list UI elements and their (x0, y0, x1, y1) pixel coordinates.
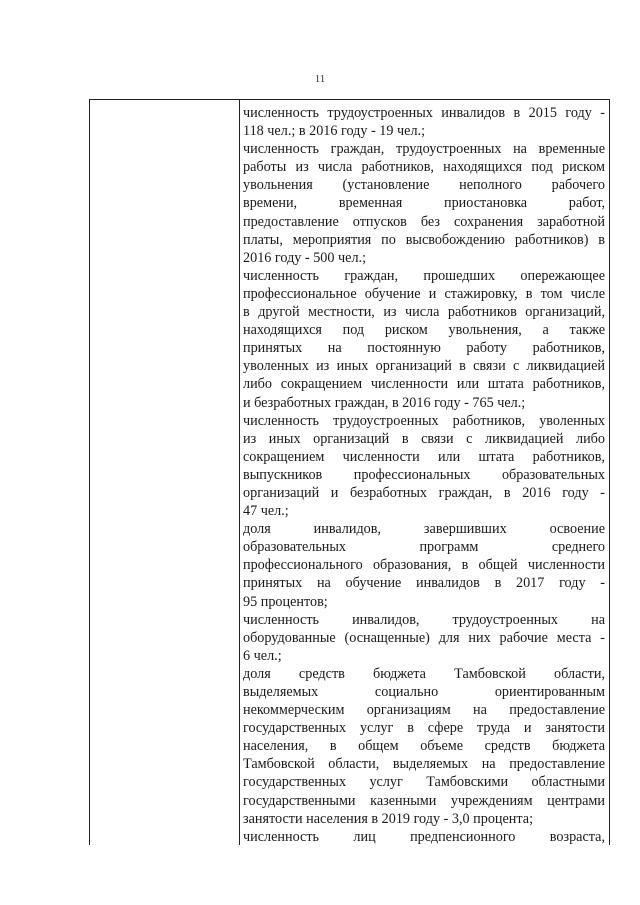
text-line: принятых на обучение инвалидов в 2017 году - (243, 575, 605, 592)
text-line: в другой местности, из числа работников организаций, (243, 304, 605, 321)
text-line: государственных услуг в сфере труда и занятости (243, 720, 605, 737)
text-line: уволенных из иных организаций в связи с ликвидацией (243, 358, 605, 375)
text-line: численность лиц предпенсионного возраста, (243, 828, 605, 845)
text-line: и безработных граждан, в 2016 году - 765 чел.; (243, 394, 526, 411)
text-line: государственными казенными учреждениям центрами (243, 792, 605, 809)
text-line: образовательных программ среднего (243, 539, 605, 556)
text-line: работы из числа работников, находящихся под риском (243, 159, 605, 176)
text-line: доля инвалидов, завершивших освоение (243, 521, 605, 538)
text-line: организаций и безработных граждан, в 2016 году - (243, 484, 605, 501)
text-line: профессионального образования, в общей численности (243, 557, 605, 574)
text-line: численность граждан, прошедших опережающее (243, 267, 605, 284)
text-line: находящихся под риском увольнения, а также (243, 322, 605, 339)
column-divider (239, 100, 240, 845)
text-line: принятых на постоянную работу работников, (243, 340, 605, 357)
text-line: некоммерческим организациям на предоставление (243, 702, 605, 719)
text-line: 6 чел.; (243, 647, 282, 664)
text-line: 2016 году - 500 чел.; (243, 249, 367, 266)
text-line: предоставление отпусков без сохранения заработной (243, 213, 605, 230)
document-table (89, 99, 610, 845)
text-line: платы, мероприятия по высвобождению работников) в (243, 231, 605, 248)
right-column-text (243, 104, 605, 846)
text-line: сокращением численности или штата работников, (243, 448, 605, 465)
text-line: населения, в общем объеме средств бюджета (243, 738, 605, 755)
text-line: численность трудоустроенных инвалидов в 2015 году - (243, 105, 605, 121)
text-line: выделяемых социально ориентированным (243, 684, 605, 700)
text-line: выпускников профессиональных образовательных (243, 466, 605, 483)
text-line: профессиональное обучение и стажировку, в том числе (243, 285, 605, 302)
text-line: численность инвалидов, трудоустроенных на (243, 611, 605, 628)
text-line: из иных организаций в связи с ликвидацией либо (243, 430, 605, 447)
text-line: государственных услуг Тамбовскими областными (243, 774, 605, 791)
text-line: 118 чел.; в 2016 году - 19 чел.; (243, 123, 426, 140)
page-number: 11 (314, 73, 326, 85)
text-line: занятости населения в 2019 году - 3,0 процента; (243, 810, 534, 827)
text-line: Тамбовской области, выделяемых на предоставление (243, 756, 605, 773)
text-line: увольнения (установление неполного рабочего (243, 177, 605, 194)
text-line: 95 процентов; (243, 593, 328, 610)
text-line: либо сокращением численности или штата работников, (243, 376, 605, 393)
text-line: оборудованные (оснащенные) для них рабочие места - (243, 629, 605, 646)
text-line: времени, временная приостановка работ, (243, 195, 605, 212)
text-line: доля средств бюджета Тамбовской области, (243, 665, 605, 682)
text-line: 47 чел.; (243, 503, 289, 520)
text-line: численность трудоустроенных работников, уволенных (243, 412, 605, 429)
text-line: численность граждан, трудоустроенных на временные (243, 141, 605, 158)
